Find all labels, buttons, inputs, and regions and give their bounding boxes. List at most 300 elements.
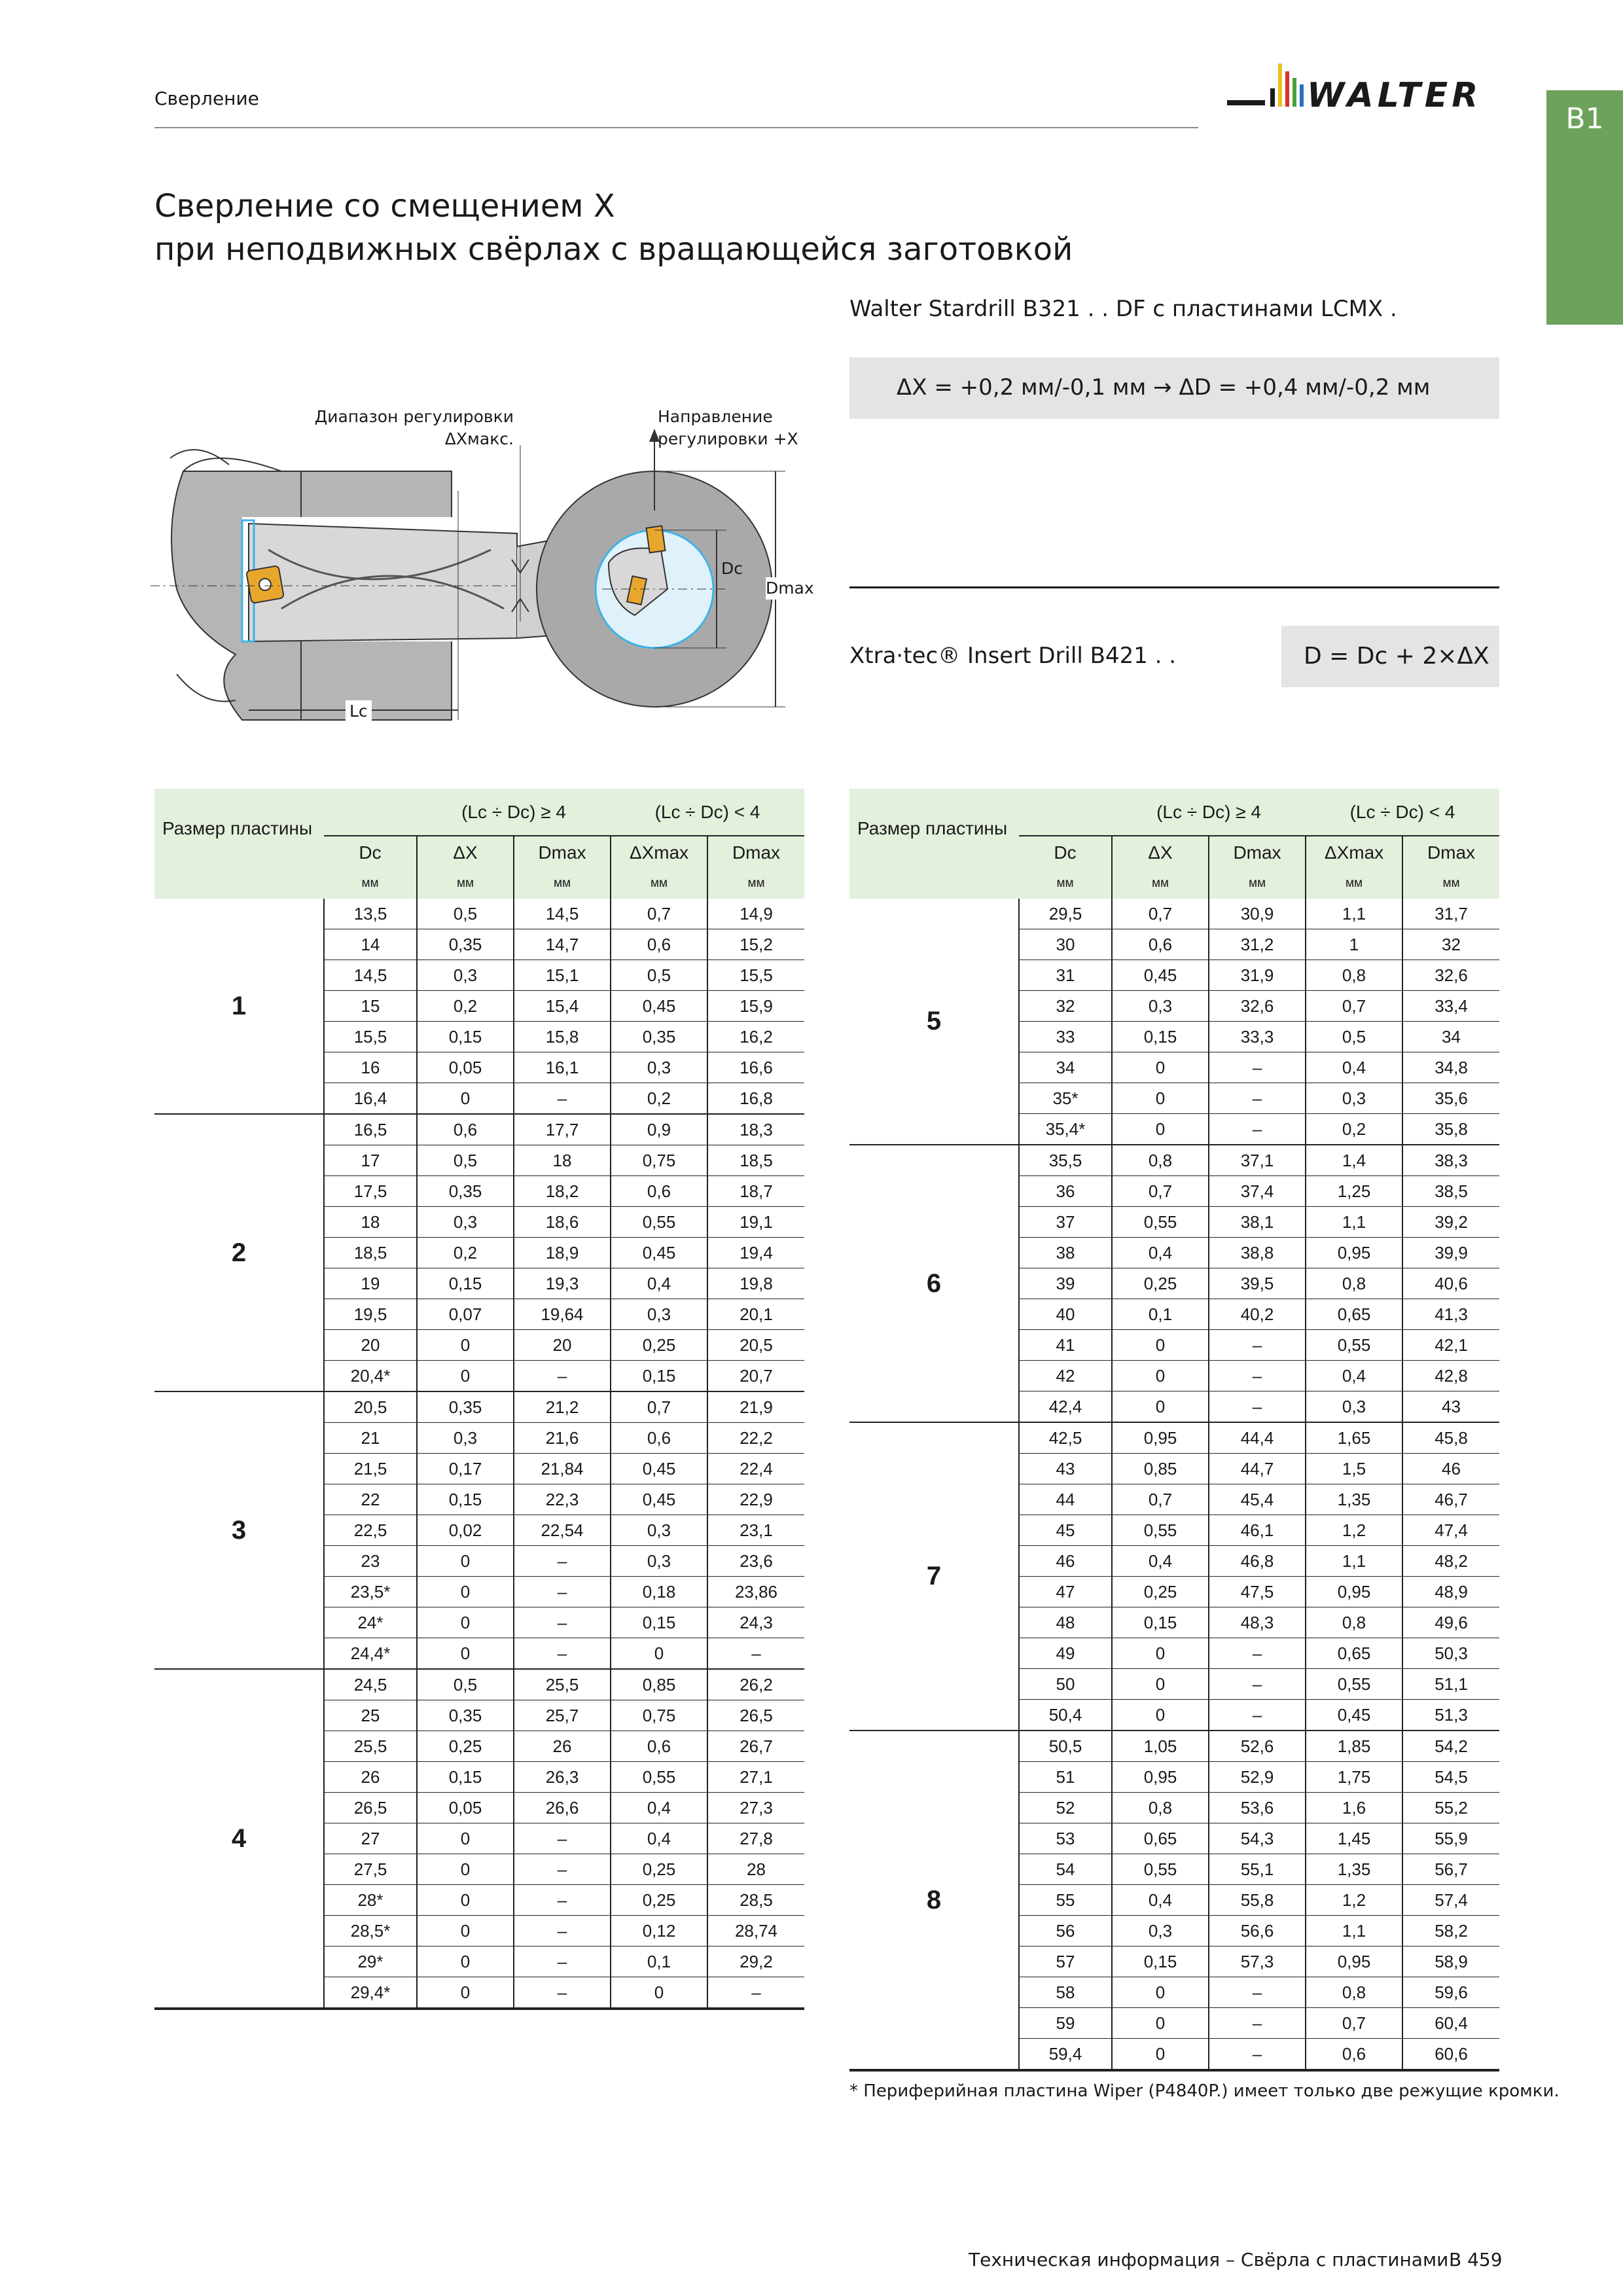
table-cell: – bbox=[1209, 1638, 1306, 1669]
insert-size-cell: 2 bbox=[154, 1114, 324, 1391]
table-cell: – bbox=[514, 1638, 611, 1670]
table-cell: 0,3 bbox=[611, 1515, 707, 1546]
table-cell: – bbox=[514, 1361, 611, 1392]
table-cell: 0,7 bbox=[1306, 2008, 1402, 2039]
table-cell: 56,6 bbox=[1209, 1916, 1306, 1946]
table-cell: 0 bbox=[1112, 1052, 1209, 1083]
table-cell: 0,15 bbox=[417, 1762, 514, 1793]
insert-size-cell: 4 bbox=[154, 1669, 324, 2009]
table-cell: 0 bbox=[417, 1083, 514, 1115]
table-cell: 35,8 bbox=[1402, 1114, 1499, 1145]
table-cell: 0 bbox=[611, 1638, 707, 1670]
table-cell: – bbox=[1209, 2039, 1306, 2071]
table-cell: 34,8 bbox=[1402, 1052, 1499, 1083]
table-cell: 0,2 bbox=[417, 991, 514, 1022]
table-row bbox=[154, 899, 804, 929]
table-row bbox=[154, 1669, 804, 1700]
left-table-body bbox=[154, 899, 804, 2009]
table-cell: 0,8 bbox=[1112, 1145, 1209, 1176]
table-cell: 0,75 bbox=[611, 1700, 707, 1731]
table-cell: 28,5 bbox=[707, 1885, 804, 1916]
header-dc: Dc bbox=[324, 836, 417, 869]
table-cell: 0,5 bbox=[611, 960, 707, 991]
header-dmax-2: Dmax bbox=[707, 836, 804, 869]
table-cell: 14,7 bbox=[514, 929, 611, 960]
table-cell: 21,2 bbox=[514, 1391, 611, 1423]
table-cell: 52,9 bbox=[1209, 1762, 1306, 1793]
drill-diagram bbox=[151, 393, 812, 733]
left-data-table bbox=[154, 789, 804, 2010]
unit-dmax: мм bbox=[514, 869, 611, 899]
table-cell: 0 bbox=[611, 1977, 707, 2009]
table-cell: 1,35 bbox=[1306, 1484, 1402, 1515]
table-cell: 0,65 bbox=[1112, 1823, 1209, 1854]
table-cell: 0,55 bbox=[1112, 1854, 1209, 1885]
xtratec-formula: D = Dc + 2×ΔX bbox=[1304, 643, 1489, 670]
insert-size-cell: 7 bbox=[849, 1422, 1019, 1731]
unit-dmax: мм bbox=[1209, 869, 1306, 899]
table-cell: – bbox=[514, 1607, 611, 1638]
table-cell: 15,2 bbox=[707, 929, 804, 960]
table-cell: 0,4 bbox=[1112, 1546, 1209, 1577]
table-cell: 0,25 bbox=[611, 1854, 707, 1885]
header-dxmax: ΔXmax bbox=[1306, 836, 1402, 869]
table-cell: 42,8 bbox=[1402, 1361, 1499, 1391]
insert-size-cell: 3 bbox=[154, 1391, 324, 1669]
table-cell: 0,6 bbox=[1112, 929, 1209, 960]
table-cell: – bbox=[1209, 1977, 1306, 2008]
table-cell: 0 bbox=[1112, 1114, 1209, 1145]
table-cell: 50 bbox=[1019, 1669, 1112, 1700]
section-label: Сверление bbox=[154, 88, 259, 109]
table-cell: 0,95 bbox=[1112, 1422, 1209, 1454]
table-cell: 44 bbox=[1019, 1484, 1112, 1515]
table-cell: 40,6 bbox=[1402, 1268, 1499, 1299]
table-cell: 20 bbox=[514, 1330, 611, 1361]
table-cell: 58,2 bbox=[1402, 1916, 1499, 1946]
table-cell: 0,25 bbox=[611, 1885, 707, 1916]
table-cell: 42 bbox=[1019, 1361, 1112, 1391]
table-cell: – bbox=[514, 1854, 611, 1885]
table-cell: – bbox=[1209, 1114, 1306, 1145]
table-cell: 56,7 bbox=[1402, 1854, 1499, 1885]
table-cell: 49,6 bbox=[1402, 1607, 1499, 1638]
table-cell: 58 bbox=[1019, 1977, 1112, 2008]
table-cell: 0,45 bbox=[1306, 1700, 1402, 1731]
table-cell: 30 bbox=[1019, 929, 1112, 960]
table-cell: 0,4 bbox=[1306, 1052, 1402, 1083]
table-cell: 24* bbox=[324, 1607, 417, 1638]
table-cell: 45,8 bbox=[1402, 1422, 1499, 1454]
unit-dmax-2: мм bbox=[707, 869, 804, 899]
table-row bbox=[849, 1145, 1499, 1176]
table-cell: – bbox=[1209, 1700, 1306, 1731]
header-ratio-ge: (Lc ÷ Dc) ≥ 4 bbox=[1112, 789, 1306, 836]
table-cell: 26,6 bbox=[514, 1793, 611, 1823]
table-cell: 0 bbox=[417, 1638, 514, 1670]
table-cell: 47,4 bbox=[1402, 1515, 1499, 1546]
table-cell: 0 bbox=[417, 1916, 514, 1946]
table-cell: – bbox=[514, 1577, 611, 1607]
table-cell: 30,9 bbox=[1209, 899, 1306, 929]
table-cell: 0,15 bbox=[1112, 1022, 1209, 1052]
table-cell: 35* bbox=[1019, 1083, 1112, 1114]
table-cell: 0,15 bbox=[1112, 1946, 1209, 1977]
table-cell: 1,2 bbox=[1306, 1515, 1402, 1546]
table-cell: 28,5* bbox=[324, 1916, 417, 1946]
table-cell: 0 bbox=[1112, 1700, 1209, 1731]
table-cell: 15,4 bbox=[514, 991, 611, 1022]
table-cell: 0,07 bbox=[417, 1299, 514, 1330]
table-cell: – bbox=[707, 1977, 804, 2009]
table-cell: 54,5 bbox=[1402, 1762, 1499, 1793]
table-cell: 1,1 bbox=[1306, 1546, 1402, 1577]
table-cell: 23,86 bbox=[707, 1577, 804, 1607]
table-cell: 0,6 bbox=[417, 1114, 514, 1145]
table-cell: 0,95 bbox=[1306, 1577, 1402, 1607]
table-cell: 20,1 bbox=[707, 1299, 804, 1330]
table-cell: – bbox=[514, 1916, 611, 1946]
table-cell: 0,4 bbox=[611, 1793, 707, 1823]
table-cell: 19 bbox=[324, 1268, 417, 1299]
table-cell: 0 bbox=[417, 1361, 514, 1392]
table-cell: 20,5 bbox=[707, 1330, 804, 1361]
table-cell: 0,8 bbox=[1306, 1268, 1402, 1299]
table-cell: 56 bbox=[1019, 1916, 1112, 1946]
table-row bbox=[154, 1391, 804, 1423]
range-label bbox=[304, 406, 514, 450]
table-cell: 36 bbox=[1019, 1176, 1112, 1207]
table-cell: 18,5 bbox=[324, 1238, 417, 1268]
table-cell: 57,3 bbox=[1209, 1946, 1306, 1977]
table-cell: 35,4* bbox=[1019, 1114, 1112, 1145]
table-row bbox=[849, 899, 1499, 929]
table-cell: 0,15 bbox=[1112, 1607, 1209, 1638]
table-cell: 21,84 bbox=[514, 1454, 611, 1484]
table-cell: 25 bbox=[324, 1700, 417, 1731]
table-cell: 15,1 bbox=[514, 960, 611, 991]
table-cell: 51 bbox=[1019, 1762, 1112, 1793]
table-cell: 55,9 bbox=[1402, 1823, 1499, 1854]
table-cell: 1,1 bbox=[1306, 1916, 1402, 1946]
table-cell: 18 bbox=[324, 1207, 417, 1238]
table-cell: 1,6 bbox=[1306, 1793, 1402, 1823]
table-cell: 0,25 bbox=[1112, 1268, 1209, 1299]
table-cell: 0 bbox=[1112, 1361, 1209, 1391]
table-cell: 0,3 bbox=[1306, 1391, 1402, 1423]
table-cell: 0,3 bbox=[611, 1299, 707, 1330]
table-cell: 0,12 bbox=[611, 1916, 707, 1946]
table-cell: 0,65 bbox=[1306, 1299, 1402, 1330]
table-cell: 0,02 bbox=[417, 1515, 514, 1546]
table-cell: 0,4 bbox=[1306, 1361, 1402, 1391]
table-cell: 46 bbox=[1019, 1546, 1112, 1577]
table-cell: 14 bbox=[324, 929, 417, 960]
table-cell: 48 bbox=[1019, 1607, 1112, 1638]
table-cell: 0,35 bbox=[417, 1391, 514, 1423]
table-cell: 17,5 bbox=[324, 1176, 417, 1207]
table-cell: 1,4 bbox=[1306, 1145, 1402, 1176]
table-cell: 24,3 bbox=[707, 1607, 804, 1638]
table-cell: 38,8 bbox=[1209, 1238, 1306, 1268]
table-cell: 50,4 bbox=[1019, 1700, 1112, 1731]
table-cell: 0 bbox=[1112, 2039, 1209, 2071]
table-cell: 0,55 bbox=[1112, 1207, 1209, 1238]
table-cell: 22,9 bbox=[707, 1484, 804, 1515]
table-cell: 0,45 bbox=[611, 1484, 707, 1515]
direction-label bbox=[658, 406, 798, 450]
table-cell: 20,7 bbox=[707, 1361, 804, 1392]
table-cell: 16,2 bbox=[707, 1022, 804, 1052]
table-cell: 0,5 bbox=[417, 899, 514, 929]
table-cell: 1,1 bbox=[1306, 899, 1402, 929]
table-cell: 18,9 bbox=[514, 1238, 611, 1268]
table-cell: 48,9 bbox=[1402, 1577, 1499, 1607]
section-tab-label: B1 bbox=[1565, 102, 1604, 135]
table-cell: 0,35 bbox=[611, 1022, 707, 1052]
table-cell: 26 bbox=[514, 1731, 611, 1762]
table-cell: 40 bbox=[1019, 1299, 1112, 1330]
table-cell: 19,1 bbox=[707, 1207, 804, 1238]
table-cell: 26,2 bbox=[707, 1669, 804, 1700]
table-cell: 0,45 bbox=[1112, 960, 1209, 991]
table-cell: 58,9 bbox=[1402, 1946, 1499, 1977]
table-cell: 0,45 bbox=[611, 1454, 707, 1484]
table-cell: 26,3 bbox=[514, 1762, 611, 1793]
header-size: Размер пластины bbox=[154, 789, 324, 869]
table-cell: 1 bbox=[1306, 929, 1402, 960]
table-cell: 0 bbox=[417, 1823, 514, 1854]
table-cell: 23 bbox=[324, 1546, 417, 1577]
table-cell: 0,55 bbox=[1306, 1330, 1402, 1361]
table-cell: 25,5 bbox=[514, 1669, 611, 1700]
table-cell: 1,85 bbox=[1306, 1731, 1402, 1762]
right-table-body bbox=[849, 899, 1499, 2070]
table-cell: 22,2 bbox=[707, 1423, 804, 1454]
table-cell: 17 bbox=[324, 1145, 417, 1176]
table-cell: 15,9 bbox=[707, 991, 804, 1022]
table-cell: 18,6 bbox=[514, 1207, 611, 1238]
table-cell: 22,5 bbox=[324, 1515, 417, 1546]
table-cell: 1,65 bbox=[1306, 1422, 1402, 1454]
table-cell: 1,45 bbox=[1306, 1823, 1402, 1854]
table-cell: 0,6 bbox=[1306, 2039, 1402, 2071]
table-row bbox=[849, 1731, 1499, 1762]
table-cell: 46,7 bbox=[1402, 1484, 1499, 1515]
table-cell: 0,4 bbox=[1112, 1885, 1209, 1916]
table-cell: – bbox=[514, 1977, 611, 2009]
table-cell: 23,1 bbox=[707, 1515, 804, 1546]
table-cell: 27,3 bbox=[707, 1793, 804, 1823]
table-cell: 43 bbox=[1402, 1391, 1499, 1423]
unit-dc: мм bbox=[324, 869, 417, 899]
table-cell: 0,3 bbox=[1112, 991, 1209, 1022]
table-cell: 31,2 bbox=[1209, 929, 1306, 960]
table-cell: 0,5 bbox=[1306, 1022, 1402, 1052]
table-cell: 45 bbox=[1019, 1515, 1112, 1546]
table-cell: 0 bbox=[1112, 2008, 1209, 2039]
table-cell: 53 bbox=[1019, 1823, 1112, 1854]
insert-size-cell: 6 bbox=[849, 1145, 1019, 1422]
table-cell: 0,55 bbox=[611, 1762, 707, 1793]
direction-label-line-1: Направление bbox=[658, 407, 773, 426]
table-cell: 0,7 bbox=[611, 1391, 707, 1423]
table-cell: 21,6 bbox=[514, 1423, 611, 1454]
table-cell: 0,7 bbox=[1112, 1484, 1209, 1515]
table-cell: 59,6 bbox=[1402, 1977, 1499, 2008]
table-cell: 15 bbox=[324, 991, 417, 1022]
table-cell: 42,5 bbox=[1019, 1422, 1112, 1454]
table-cell: 0,15 bbox=[611, 1607, 707, 1638]
table-cell: 50,5 bbox=[1019, 1731, 1112, 1762]
table-cell: 54,2 bbox=[1402, 1731, 1499, 1762]
table-cell: 18,3 bbox=[707, 1114, 804, 1145]
table-cell: – bbox=[1209, 1052, 1306, 1083]
table-cell: 54,3 bbox=[1209, 1823, 1306, 1854]
table-cell: 16,5 bbox=[324, 1114, 417, 1145]
stardrill-heading: Walter Stardrill B321 . . DF с пластинами LCMX . bbox=[849, 296, 1397, 322]
table-cell: 60,4 bbox=[1402, 2008, 1499, 2039]
table-cell: 0,7 bbox=[1112, 899, 1209, 929]
table-cell: 0,55 bbox=[1306, 1669, 1402, 1700]
table-cell: – bbox=[514, 1823, 611, 1854]
table-cell: 18 bbox=[514, 1145, 611, 1176]
table-cell: 21 bbox=[324, 1423, 417, 1454]
table-cell: 28,74 bbox=[707, 1916, 804, 1946]
insert-size-cell: 1 bbox=[231, 991, 247, 1020]
table-cell: 19,5 bbox=[324, 1299, 417, 1330]
xtratec-formula-box bbox=[1281, 626, 1499, 687]
table-cell: 15,5 bbox=[707, 960, 804, 991]
table-cell: 0,35 bbox=[417, 1176, 514, 1207]
table-cell: 0,05 bbox=[417, 1793, 514, 1823]
header-divider bbox=[154, 127, 1198, 128]
table-cell: 0,2 bbox=[1306, 1114, 1402, 1145]
table-cell: 24,5 bbox=[324, 1669, 417, 1700]
table-cell: 0,1 bbox=[611, 1946, 707, 1977]
table-cell: 16,4 bbox=[324, 1083, 417, 1115]
table-cell: – bbox=[514, 1083, 611, 1115]
table-cell: 0,4 bbox=[611, 1823, 707, 1854]
table-cell: – bbox=[514, 1946, 611, 1977]
table-cell: 27 bbox=[324, 1823, 417, 1854]
table-cell: 0,45 bbox=[611, 991, 707, 1022]
table-cell: 35,6 bbox=[1402, 1083, 1499, 1114]
unit-dxmax: мм bbox=[1306, 869, 1402, 899]
table-cell: 39 bbox=[1019, 1268, 1112, 1299]
table-cell: 0,3 bbox=[417, 1207, 514, 1238]
table-cell: 0,55 bbox=[611, 1207, 707, 1238]
table-cell: 37,4 bbox=[1209, 1176, 1306, 1207]
table-cell: 29,5 bbox=[1019, 899, 1112, 929]
table-cell: 57,4 bbox=[1402, 1885, 1499, 1916]
table-cell: 0,15 bbox=[611, 1361, 707, 1392]
table-cell: 0,1 bbox=[1112, 1299, 1209, 1330]
table-cell: 39,2 bbox=[1402, 1207, 1499, 1238]
table-cell: 0,55 bbox=[1112, 1515, 1209, 1546]
header-dc: Dc bbox=[1019, 836, 1112, 869]
table-cell: 0,65 bbox=[1306, 1638, 1402, 1669]
table-cell: 0,25 bbox=[417, 1731, 514, 1762]
table-cell: 0,2 bbox=[417, 1238, 514, 1268]
table-cell: 0,95 bbox=[1306, 1946, 1402, 1977]
table-cell: 32,6 bbox=[1209, 991, 1306, 1022]
table-cell: – bbox=[1209, 1330, 1306, 1361]
table-cell: 1,25 bbox=[1306, 1176, 1402, 1207]
left-table-header bbox=[154, 789, 804, 899]
table-cell: 25,5 bbox=[324, 1731, 417, 1762]
table-cell: 0,8 bbox=[1306, 960, 1402, 991]
table-cell: 42,4 bbox=[1019, 1391, 1112, 1423]
table-cell: – bbox=[514, 1546, 611, 1577]
table-cell: 22,3 bbox=[514, 1484, 611, 1515]
table-cell: 55,1 bbox=[1209, 1854, 1306, 1885]
table-cell: 0,3 bbox=[417, 960, 514, 991]
header-dmax: Dmax bbox=[514, 836, 611, 869]
table-cell: 46,1 bbox=[1209, 1515, 1306, 1546]
table-cell: 22 bbox=[324, 1484, 417, 1515]
table-cell: 37,1 bbox=[1209, 1145, 1306, 1176]
table-cell: 15,8 bbox=[514, 1022, 611, 1052]
table-cell: 0,5 bbox=[417, 1669, 514, 1700]
table-cell: 31,9 bbox=[1209, 960, 1306, 991]
table-cell: 19,4 bbox=[707, 1238, 804, 1268]
table-cell: 27,1 bbox=[707, 1762, 804, 1793]
section-tab bbox=[1546, 90, 1623, 325]
table-cell: 48,3 bbox=[1209, 1607, 1306, 1638]
table-cell: 0 bbox=[417, 1854, 514, 1885]
table-cell: 29,2 bbox=[707, 1946, 804, 1977]
table-cell: 0 bbox=[1112, 1669, 1209, 1700]
table-cell: 19,64 bbox=[514, 1299, 611, 1330]
table-cell: 1,05 bbox=[1112, 1731, 1209, 1762]
table-cell: 0,17 bbox=[417, 1454, 514, 1484]
table-cell: 0,6 bbox=[611, 929, 707, 960]
table-cell: 0,05 bbox=[417, 1052, 514, 1083]
table-cell: 0 bbox=[417, 1885, 514, 1916]
footnote: * Периферийная пластина Wiper (P4840P.) имеет только две режущие кромки. bbox=[849, 2081, 1560, 2101]
table-cell: 55,8 bbox=[1209, 1885, 1306, 1916]
table-cell: 23,6 bbox=[707, 1546, 804, 1577]
table-cell: – bbox=[514, 1885, 611, 1916]
header-ratio-lt: (Lc ÷ Dc) < 4 bbox=[1306, 789, 1499, 836]
table-cell: 38,5 bbox=[1402, 1176, 1499, 1207]
table-cell: 38,1 bbox=[1209, 1207, 1306, 1238]
table-cell: 25,7 bbox=[514, 1700, 611, 1731]
table-cell: 14,5 bbox=[514, 899, 611, 929]
stardrill-formula: ΔX = +0,2 мм/-0,1 мм → ΔD = +0,4 мм/-0,2 мм bbox=[897, 374, 1431, 401]
table-row bbox=[849, 1422, 1499, 1454]
range-label-line-1: Диапазон регулировки bbox=[314, 407, 514, 426]
table-cell: 26,5 bbox=[707, 1700, 804, 1731]
dc-label: Dc bbox=[721, 559, 743, 578]
table-cell: 21,9 bbox=[707, 1391, 804, 1423]
table-cell: 19,8 bbox=[707, 1268, 804, 1299]
table-cell: 29* bbox=[324, 1946, 417, 1977]
table-cell: 55,2 bbox=[1402, 1793, 1499, 1823]
table-cell: 34 bbox=[1019, 1052, 1112, 1083]
table-cell: 0,75 bbox=[611, 1145, 707, 1176]
table-cell: 60,6 bbox=[1402, 2039, 1499, 2071]
table-cell: 0,7 bbox=[1112, 1176, 1209, 1207]
header-ratio-lt: (Lc ÷ Dc) < 4 bbox=[611, 789, 804, 836]
table-cell: 51,1 bbox=[1402, 1669, 1499, 1700]
header-ratio-ge: (Lc ÷ Dc) ≥ 4 bbox=[417, 789, 611, 836]
page-number: B 459 bbox=[1449, 2249, 1503, 2270]
walter-logo bbox=[1227, 62, 1502, 128]
table-cell: 43 bbox=[1019, 1454, 1112, 1484]
table-cell: 0,8 bbox=[1306, 1607, 1402, 1638]
